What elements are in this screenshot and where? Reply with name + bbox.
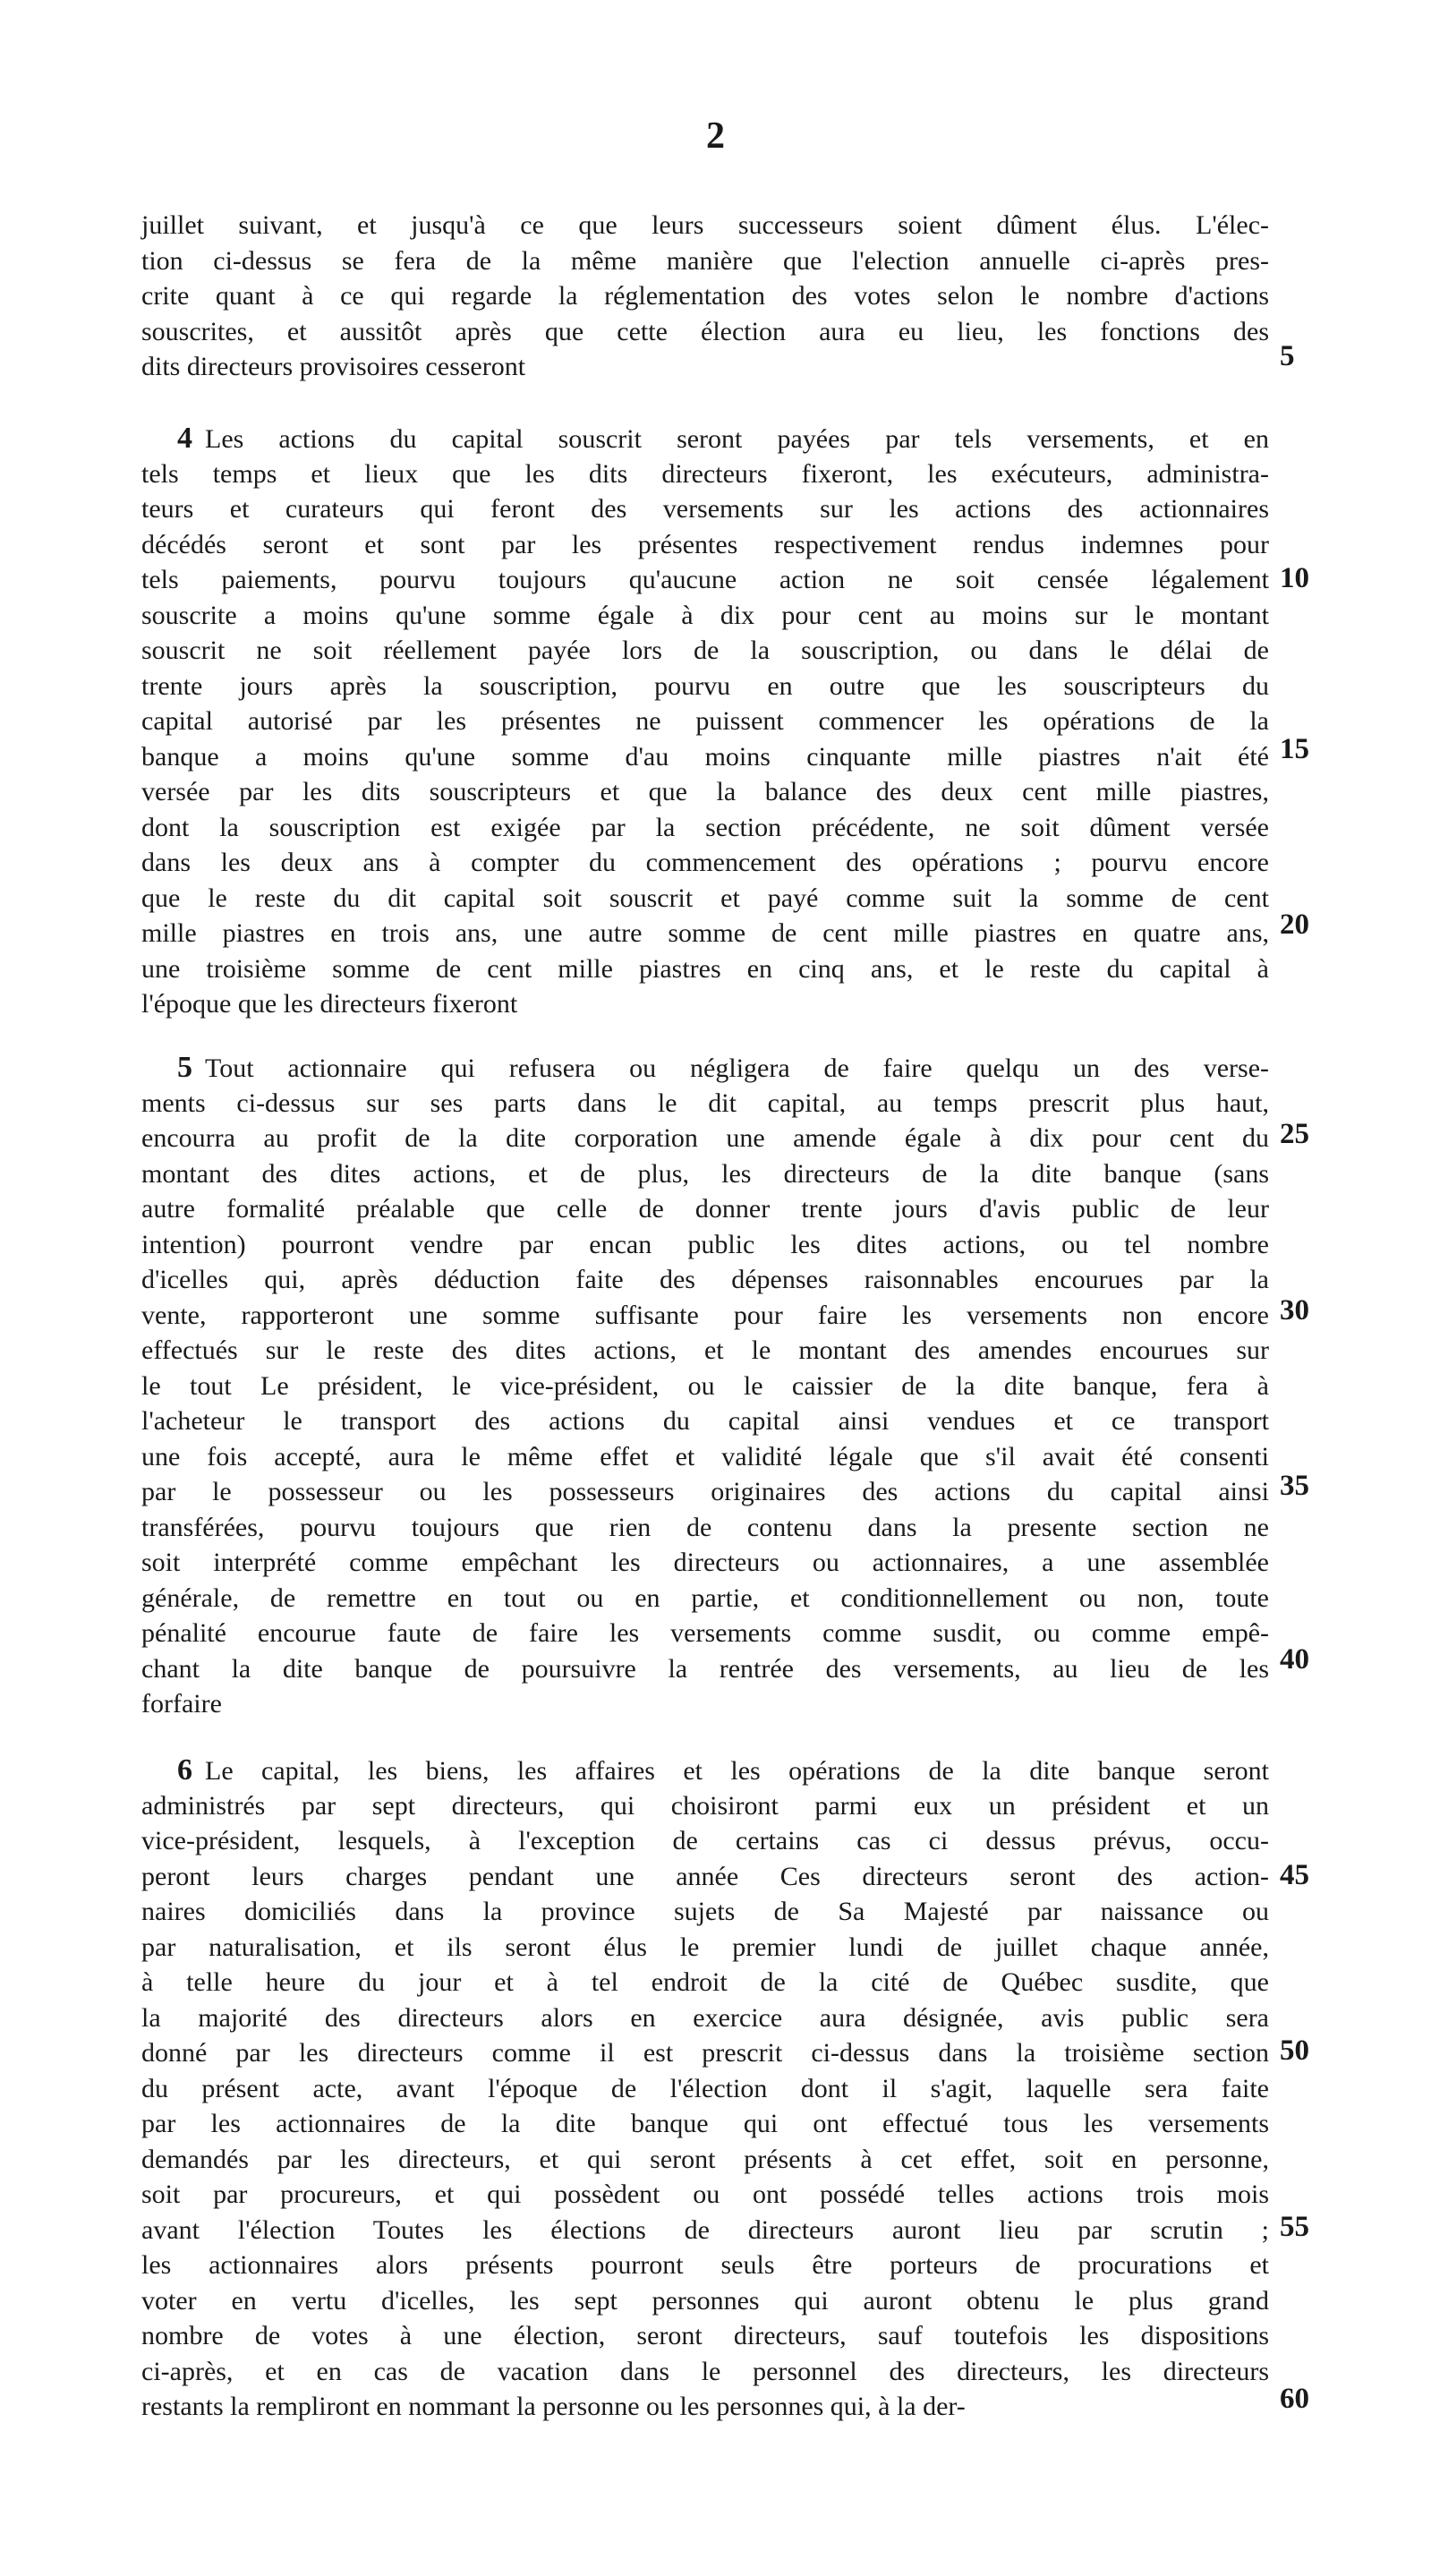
text-line <box>141 1262 1269 1298</box>
text-line <box>141 2142 1269 2178</box>
line-text: tion ci-dessus se fera de la même manière que l'election annuelle ci-après pres- <box>141 245 1269 276</box>
text-line <box>141 491 1269 527</box>
line-text: montant des dites actions, et de plus, les directeurs de la dite banque (sans <box>141 1158 1269 1189</box>
text-line <box>141 1298 1269 1334</box>
line-text: par les actionnaires de la dite banque qui ont effectué tous les versements <box>141 2109 1269 2138</box>
text-line <box>141 2000 1269 2036</box>
text-line <box>141 739 1269 775</box>
line-text: par le possesseur ou les possesseurs originaires des actions du capital ainsi <box>141 1477 1269 1506</box>
text-line <box>141 1439 1269 1475</box>
text-line <box>141 881 1269 917</box>
line-text: le tout Le président, le vice-président, ou le caissier de la dite banque, fera à <box>141 1370 1269 1401</box>
text-line <box>141 1369 1269 1404</box>
line-text: dont la souscription est exigée par la section précédente, ne soit dûment versée <box>141 812 1269 842</box>
line-text: la majorité des directeurs alors en exercice aura désignée, avis public sera <box>141 2002 1269 2033</box>
text-line <box>141 527 1269 563</box>
line-text: juillet suivant, et jusqu'à ce que leurs successeurs soient dûment élus. L'élec- <box>141 210 1269 240</box>
text-line <box>141 349 1269 385</box>
line-text: administrés par sept directeurs, qui choisiront parmi eux un président et un <box>141 1790 1269 1821</box>
text-line <box>141 1121 1269 1156</box>
text-line <box>141 1581 1269 1616</box>
text-line <box>141 916 1269 951</box>
line-text: Les actions du capital souscrit seront payées par tels versements, et en <box>205 424 1269 454</box>
line-text: encourra au profit de la dite corporation une amende égale à dix pour cent du <box>141 1123 1269 1153</box>
text-line <box>141 1753 1269 1788</box>
line-text: transférées, pourvu toujours que rien de contenu dans la presente section ne <box>141 1512 1269 1542</box>
page-number: 2 <box>706 115 725 157</box>
line-text: générale, de remettre en tout ou en partie, et conditionnellement ou non, toute <box>141 1582 1269 1613</box>
line-text: soit par procureurs, et qui possèdent ou ont possédé telles actions trois mois <box>141 2179 1269 2209</box>
line-text: demandés par les directeurs, et qui seront présents à cet effet, soit en personne, <box>141 2144 1269 2174</box>
line-text: que le reste du dit capital soit souscrit et payé comme suit la somme de cent <box>141 883 1269 913</box>
text-line <box>141 314 1269 350</box>
text-line <box>141 951 1269 987</box>
text-line <box>141 810 1269 846</box>
text-line <box>141 2283 1269 2319</box>
line-text: l'époque que les directeurs fixeront <box>141 989 518 1019</box>
line-text: forfaire <box>141 1689 222 1719</box>
text-line <box>141 704 1269 739</box>
line-text: Tout actionnaire qui refusera ou négligera de faire quelqu un des verse- <box>205 1053 1269 1083</box>
margin-line-number: 25 <box>1280 1118 1309 1150</box>
line-text: teurs et curateurs qui feront des versements sur les actions des actionnaires <box>141 494 1269 524</box>
text-line <box>141 1403 1269 1439</box>
line-text: autre formalité préalable que celle de donner trente jours d'avis public de leur <box>141 1194 1269 1224</box>
margin-line-number: 15 <box>1280 733 1309 765</box>
margin-line-number: 60 <box>1280 2383 1309 2415</box>
line-text: à telle heure du jour et à tel endroit de la cité de Québec susdite, que <box>141 1967 1269 1997</box>
line-text: tels paiements, pourvu toujours qu'aucune action ne soit censée légalement <box>141 565 1269 594</box>
text-line <box>141 1050 1269 1086</box>
line-text: voter en vertu d'icelles, les sept personnes qui auront obtenu le plus grand <box>141 2285 1269 2316</box>
line-text: dits directeurs provisoires cesseront <box>141 352 526 381</box>
text-line <box>141 1333 1269 1369</box>
text-line <box>141 774 1269 810</box>
text-line <box>141 2248 1269 2283</box>
text-line <box>141 1616 1269 1651</box>
text-line <box>141 1156 1269 1192</box>
line-text: souscrit ne soit réellement payée lors de la souscription, ou dans le délai de <box>141 635 1269 665</box>
line-text: crite quant à ce qui regarde la réglementation des votes selon le nombre d'actions <box>141 281 1269 311</box>
text-line <box>141 1894 1269 1930</box>
text-line <box>141 2177 1269 2213</box>
text-line <box>141 1930 1269 1966</box>
line-text: banque a moins qu'une somme d'au moins cinquante mille piastres n'ait été <box>141 741 1269 772</box>
line-text: donné par les directeurs comme il est prescrit ci-dessus dans la troisième section <box>141 2038 1269 2068</box>
text-line <box>141 1227 1269 1263</box>
line-text: soit interprété comme empêchant les directeurs ou actionnaires, a une assemblée <box>141 1548 1269 1577</box>
line-text: ments ci-dessus sur ses parts dans le dit capital, au temps prescrit plus haut, <box>141 1088 1269 1118</box>
line-text: pénalité encourue faute de faire les versements comme susdit, ou comme empê- <box>141 1618 1269 1648</box>
text-line <box>141 598 1269 634</box>
line-text: une troisième somme de cent mille piastres en cinq ans, et le reste du capital à <box>141 953 1269 984</box>
text-line <box>141 1191 1269 1227</box>
line-text: dans les deux ans à compter du commencement des opérations ; pourvu encore <box>141 848 1269 877</box>
text-line <box>141 208 1269 243</box>
section-number: 5 <box>177 1051 192 1084</box>
text-line <box>141 243 1269 279</box>
text-line <box>141 456 1269 492</box>
margin-line-number: 20 <box>1280 908 1309 941</box>
text-line <box>141 633 1269 669</box>
line-text: une fois accepté, aura le même effet et validité légale que s'il avait été consenti <box>141 1441 1269 1471</box>
text-line <box>141 2071 1269 2107</box>
line-text: avant l'élection Toutes les élections de directeurs auront lieu par scrutin ; <box>141 2214 1269 2245</box>
line-text: effectués sur le reste des dites actions, et le montant des amendes encourues sur <box>141 1335 1269 1365</box>
text-line <box>141 1965 1269 2000</box>
text-line <box>141 1086 1269 1122</box>
line-text: intention) pourront vendre par encan public les dites actions, ou tel nombre <box>141 1229 1269 1259</box>
line-text: par naturalisation, et ils seront élus le premier lundi de juillet chaque année, <box>141 1932 1269 1962</box>
text-line <box>141 278 1269 314</box>
line-text: les actionnaires alors présents pourront seuls être porteurs de procurations et <box>141 2250 1269 2280</box>
line-text: vente, rapporteront une somme suffisante pour faire les versements non encore <box>141 1300 1269 1330</box>
text-line <box>141 1651 1269 1687</box>
margin-line-number: 5 <box>1280 340 1295 372</box>
text-line <box>141 986 1269 1022</box>
text-line <box>141 2106 1269 2142</box>
text-line <box>141 2035 1269 2071</box>
line-text: l'acheteur le transport des actions du capital ainsi vendues et ce transport <box>141 1406 1269 1436</box>
text-line <box>141 2354 1269 2390</box>
section-number: 6 <box>177 1753 192 1787</box>
line-text: d'icelles qui, après déduction faite des dépenses raisonnables encourues par la <box>141 1265 1269 1294</box>
line-text: du présent acte, avant l'époque de l'élection dont il s'agit, laquelle sera faite <box>141 2073 1269 2103</box>
margin-line-number: 55 <box>1280 2211 1309 2243</box>
text-line <box>141 1510 1269 1546</box>
margin-line-number: 30 <box>1280 1294 1309 1326</box>
line-text: vice-président, lesquels, à l'exception de certains cas ci dessus prévus, occu- <box>141 1826 1269 1855</box>
line-text: trente jours après la souscription, pourvu en outre que les souscripteurs du <box>141 670 1269 701</box>
text-line <box>141 421 1269 456</box>
text-line <box>141 2389 1269 2425</box>
margin-line-number: 50 <box>1280 2034 1309 2067</box>
text-line <box>141 1788 1269 1824</box>
line-text: capital autorisé par les présentes ne puissent commencer les opérations de la <box>141 706 1269 736</box>
text-line <box>141 1686 1269 1722</box>
line-text: souscrite a moins qu'une somme égale à dix pour cent au moins sur le montant <box>141 600 1269 630</box>
text-line <box>141 562 1269 598</box>
line-text: naires domiciliés dans la province sujets de Sa Majesté par naissance ou <box>141 1897 1269 1926</box>
line-text: restants la rempliront en nommant la personne ou les personnes qui, à la der- <box>141 2392 966 2421</box>
line-text: nombre de votes à une élection, seront directeurs, sauf toutefois les dispositions <box>141 2321 1269 2350</box>
text-line <box>141 1474 1269 1510</box>
text-line <box>141 1545 1269 1581</box>
text-line <box>141 1859 1269 1895</box>
line-text: décédés seront et sont par les présentes respectivement rendus indemnes pour <box>141 529 1269 559</box>
text-line <box>141 2213 1269 2248</box>
text-line <box>141 669 1269 704</box>
margin-line-number: 10 <box>1280 562 1309 594</box>
line-text: versée par les dits souscripteurs et que la balance des deux cent mille piastres, <box>141 777 1269 806</box>
line-text: chant la dite banque de poursuivre la rentrée des versements, au lieu de les <box>141 1653 1269 1684</box>
line-text: tels temps et lieux que les dits directeurs fixeront, les exécuteurs, administra- <box>141 458 1269 489</box>
text-line <box>141 1823 1269 1859</box>
margin-line-number: 40 <box>1280 1643 1309 1676</box>
line-text: mille piastres en trois ans, une autre somme de cent mille piastres en quatre ans, <box>141 918 1269 948</box>
line-text: souscrites, et aussitôt après que cette élection aura eu lieu, les fonctions des <box>141 316 1269 346</box>
line-text: ci-après, et en cas de vacation dans le personnel des directeurs, les directeurs <box>141 2356 1269 2386</box>
line-text: peront leurs charges pendant une année Ces directeurs seront des action- <box>141 1861 1269 1891</box>
margin-line-number: 45 <box>1280 1859 1309 1891</box>
text-line <box>141 2318 1269 2354</box>
section-number: 4 <box>177 422 192 455</box>
text-line <box>141 845 1269 881</box>
margin-line-number: 35 <box>1280 1470 1309 1502</box>
line-text: Le capital, les biens, les affaires et les opérations de la dite banque seront <box>205 1756 1269 1786</box>
